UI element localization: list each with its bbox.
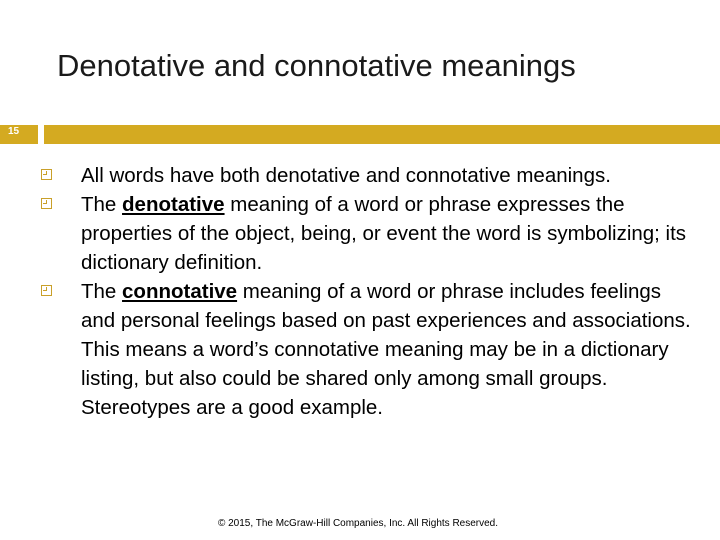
- copyright-text: © 2015, The McGraw-Hill Companies, Inc. All Rights Reserved.: [217, 518, 499, 529]
- square-bullet-icon: [41, 198, 52, 209]
- bullet-item: [80, 190, 692, 277]
- bullet-text-before: The: [81, 280, 123, 303]
- bullet-text-after: meaning of a word or phrase expresses the properties of the object, being, or event the word is symbolizing; its dictionary definition.: [81, 193, 687, 274]
- slide-title: Denotative and connotative meanings: [57, 48, 576, 83]
- bullet-item: [80, 277, 692, 422]
- square-bullet-icon: [41, 169, 52, 180]
- term-denotative: denotative: [122, 193, 225, 216]
- footer: [0, 518, 720, 529]
- slide-number: 15: [8, 126, 20, 137]
- bullet-text-after: meaning of a word or phrase includes feelings and personal feelings based on past experiences and associations. This means a word’s connotative meaning may be in a dictionary listing, but also could be shared only among small groups. Stereotypes are a good example.: [81, 280, 691, 419]
- square-bullet-icon: [41, 285, 52, 296]
- bullet-text-before: The: [81, 193, 123, 216]
- bullet-item: [80, 161, 692, 190]
- bullet-text: All words have both denotative and connotative meanings.: [81, 164, 611, 187]
- bullet-list: [80, 161, 692, 422]
- term-connotative: connotative: [122, 280, 238, 303]
- title-divider-bar: [44, 125, 720, 144]
